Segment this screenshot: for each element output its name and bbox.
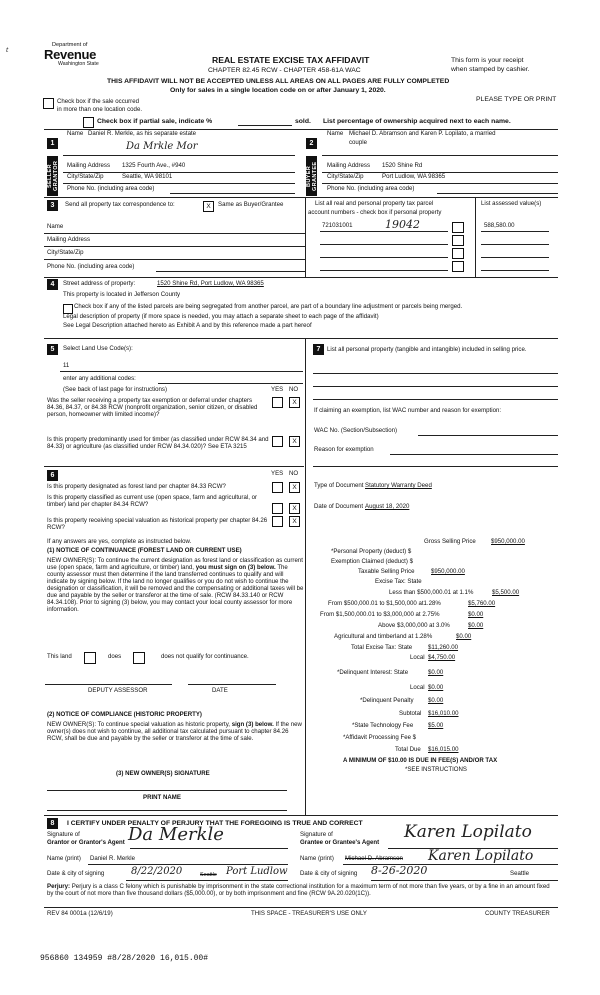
buyer-city[interactable]: Port Ludlow, WA 98365 — [382, 173, 446, 180]
grantee-name-handwritten[interactable]: Karen Lopilato — [428, 848, 534, 864]
doc-date-label: Date of Document — [314, 503, 364, 510]
land-use-label: Select Land Use Code(s): — [63, 345, 133, 352]
notice-1-body: NEW OWNER(S): To continue the current designation as forest land or classification as current use (open space, farm and agriculture, or timber) land, you must sign on (3) below. The county assessor must then determine if the land transferred continues to qualify and will indicate by signing below. If the land no longer qualifies or you do not wish to continue the designation or classification, it will be removed and the compensating or additional taxes will be due and payable by the seller or transferor at the time of sale. (RCW 84.33.140 or RCW 84.34.108). Prior to signing (3) below, you may contact your local county assessor for more information. — [47, 557, 304, 613]
s6-q2-no-checkbox[interactable]: X — [289, 503, 300, 514]
rule — [481, 244, 549, 245]
s6-q1-no-checkbox[interactable]: X — [289, 482, 300, 493]
local-value[interactable]: $4,750.00 — [428, 654, 456, 661]
same-as-buyer-checkbox[interactable]: X — [203, 201, 214, 212]
grantee-name-typed: Michael D. Abramson — [345, 855, 403, 862]
delinq-state-label: *Delinquent Interest: State — [337, 669, 409, 676]
single-location-text: Only for sales in a single location code on or after January 1, 2020. — [170, 87, 386, 94]
grantee-date[interactable]: 8-26-2020 — [371, 864, 428, 877]
buyer-side-label: BUYER GRANTEE — [306, 156, 317, 196]
rule — [322, 183, 558, 184]
s3-phone-line[interactable] — [156, 271, 305, 272]
assessor-date-label: DATE — [212, 687, 228, 694]
buyer-name-label: Name — [327, 130, 344, 137]
rule — [305, 197, 306, 277]
rule — [320, 270, 448, 271]
grantor-date-line — [126, 880, 288, 881]
wac-label: WAC No. (Section/Subsection) — [314, 427, 398, 434]
land-use-line[interactable] — [60, 371, 303, 372]
buyer-name-1[interactable]: Michael D. Abramson and Karen P. Lopilato, a married — [349, 130, 496, 137]
rule — [481, 270, 549, 271]
minimum-due-note: A MINIMUM OF $10.00 IS DUE IN FEE(S) AND/OR TAX — [343, 757, 498, 764]
notice-1-title: (1) NOTICE OF CONTINUANCE (FOREST LAND OR CURRENT USE) — [47, 547, 242, 554]
total-state-label: Total Excise Tax: State — [351, 644, 413, 651]
grantor-sig-label-1: Signature of — [47, 831, 80, 838]
legal-description[interactable]: See Legal Description attached hereto as Exhibit A and by this reference made a part hereof — [63, 322, 312, 329]
seller-city[interactable]: Seattle, WA 98101 — [122, 173, 173, 180]
grantee-date-city-label: Date & city of signing — [300, 870, 358, 877]
delinq-penalty-label: *Delinquent Penalty — [360, 697, 414, 704]
land-does-checkbox[interactable] — [84, 652, 96, 664]
s6-question-2: Is this property classified as current use (open space, farm and agricultural, or timber) land per chapter 84.34 RCW? — [47, 494, 257, 508]
seller-address[interactable]: 1325 Fourth Ave., #940 — [122, 162, 186, 169]
grantor-date-city-label: Date & city of signing — [47, 870, 105, 877]
delinq-local-value[interactable]: $0.00 — [428, 684, 444, 691]
land-use-code[interactable]: 11 — [63, 362, 70, 369]
grantor-sig-label-2: Grantor or Grantor's Agent — [47, 839, 125, 846]
exemption-claim-label: If claiming an exemption, list WAC number and reason for exemption: — [314, 407, 502, 414]
additional-codes-line[interactable] — [158, 383, 303, 384]
street-address-label: Street address of property: — [63, 280, 136, 287]
grantee-sig-label-2: Grantee or Grantee's Agent — [300, 839, 380, 846]
seller-city-label: City/State/Zip — [67, 173, 104, 180]
county-line: This property is located in Jefferson County — [63, 291, 181, 298]
section-5-number: 5 — [47, 344, 58, 355]
taxable-label: Taxable Selling Price — [358, 568, 415, 575]
grantee-city[interactable]: Seattle — [510, 870, 529, 877]
tier2-label: From $500,000.01 to $1,500,000 at1.28% — [328, 600, 441, 607]
tier3-label: From $1,500,000.01 to $3,000,000 at 2.75% — [320, 611, 440, 618]
delinq-penalty-value[interactable]: $0.00 — [428, 697, 444, 704]
s5-no-header: NO — [289, 386, 299, 393]
partial-sale-checkbox[interactable] — [83, 117, 94, 128]
buyer-address[interactable]: 1520 Shine Rd — [382, 162, 423, 169]
grantor-name-line — [88, 864, 288, 865]
if-yes-note: If any answers are yes, complete as instructed below. — [47, 538, 192, 545]
grantee-name-label: Name (print) — [300, 855, 334, 862]
ag-value[interactable]: $0.00 — [456, 633, 472, 640]
partial-sale-sold: sold. — [295, 118, 311, 125]
delinq-state-value[interactable]: $0.00 — [428, 669, 444, 676]
ownership-pct-note: List percentage of ownership acquired next to each name. — [323, 118, 511, 125]
rule — [481, 257, 549, 258]
buyer-phone-label: Phone No. (including area code) — [327, 185, 415, 192]
receipt-note-1: This form is your receipt — [451, 57, 524, 64]
grantor-date[interactable]: 8/22/2020 — [131, 866, 183, 877]
excise-state-label: Excise Tax: State — [375, 578, 422, 585]
rule — [44, 259, 305, 260]
total-due-value[interactable]: $16,015.00 — [428, 746, 459, 753]
rule — [320, 257, 448, 258]
s5-question-2: Is this property predominantly used for timber (as classified under RCW 84.34 and 84.33) or agriculture (as classified under RCW 84.34.020)? See ETA 3215 — [47, 436, 269, 450]
rule — [44, 815, 558, 816]
assessor-date-line[interactable] — [188, 684, 276, 685]
grantor-name[interactable]: Daniel R. Merkle — [90, 855, 136, 862]
taxable-value[interactable]: $950,000.00 — [431, 568, 465, 575]
personal-property-checkbox[interactable] — [452, 248, 464, 259]
new-owner-signature-label: (3) NEW OWNER(S) SIGNATURE — [116, 770, 210, 777]
see-back-note: (See back of last page for instructions) — [63, 386, 167, 393]
personal-property-label: List all personal property (tangible and intangible) included in selling price. — [327, 346, 527, 353]
rule — [481, 231, 549, 232]
legal-description-label: Legal description of property (if more space is needed, you may attach a separate sheet to each page of the affidavit) — [63, 313, 379, 320]
rule — [322, 155, 558, 156]
seller-address-label: Mailing Address — [67, 162, 111, 169]
s6-q1-yes-checkbox[interactable] — [272, 482, 283, 493]
grantor-signature[interactable]: Da Merkle — [128, 824, 224, 845]
s6-q3-no-checkbox[interactable]: X — [289, 516, 300, 527]
s5-q2-no-checkbox[interactable]: X — [289, 436, 300, 447]
s3-name-label: Name — [47, 223, 64, 230]
local-label: Local — [410, 654, 425, 661]
tier3-value[interactable]: $0.00 — [468, 611, 484, 618]
buyer-city-label: City/State/Zip — [327, 173, 364, 180]
tier4-value[interactable]: $0.00 — [468, 622, 484, 629]
s5-q2-yes-checkbox[interactable] — [272, 436, 283, 447]
s3-phone-label: Phone No. (including area code) — [47, 263, 135, 270]
parcel-header-2: account numbers - check box if personal property — [308, 209, 442, 216]
grantee-sig-label-1: Signature of — [300, 831, 333, 838]
seller-name[interactable]: Daniel R. Merkle, as his separate estate — [88, 130, 197, 137]
rule — [63, 155, 295, 156]
type-or-print: PLEASE TYPE OR PRINT — [476, 96, 557, 103]
personal-property-checkbox[interactable] — [452, 261, 464, 272]
rule — [44, 277, 558, 278]
send-correspondence-label: Send all property tax correspondence to: — [65, 201, 175, 208]
section-3-number: 3 — [47, 200, 58, 211]
rule — [320, 244, 448, 245]
margin-mark: t — [6, 47, 9, 54]
assessed-value[interactable]: 588,580.00 — [484, 222, 515, 229]
s6-yes-header: YES — [271, 470, 284, 477]
tier1-label: Less than $500,000.01 at 1.1% — [389, 589, 474, 596]
section-4-number: 4 — [47, 279, 58, 290]
section-8-number: 8 — [47, 818, 58, 829]
section-1-number: 1 — [47, 138, 58, 149]
seller-phone-label: Phone No. (including area code) — [67, 185, 155, 192]
partial-sale-line[interactable] — [238, 125, 292, 126]
buyer-phone-line[interactable] — [437, 193, 558, 194]
rule — [44, 907, 558, 908]
parcel-header-1: List all real and personal property tax parcel — [315, 200, 434, 207]
wac-line[interactable] — [418, 435, 558, 436]
personal-deduct-label: *Personal Property (deduct) $ — [331, 548, 412, 555]
exemption-reason-label: Reason for exemption — [314, 446, 374, 453]
partial-sale-label: Check box if partial sale, indicate % — [97, 118, 213, 125]
gross-value[interactable]: $950,000.00 — [491, 538, 525, 545]
logo-department: Department of — [52, 42, 88, 48]
rule — [313, 466, 558, 467]
perjury-statement: Perjury: Perjury is a class C felony which is punishable by imprisonment in the state correctional institution for a maximum term of not more than five years, or by a fine in an amount fixed by the court of not more than five thousand dollars ($5,000.00), or by both imprisonment and fine (RCW 9A.20.020(1C)). — [47, 883, 550, 897]
s5-question-1: Was the seller receiving a property tax exemption or deferral under chapters 84.36, 84.37, or 84.38 RCW (nonprofit organization, senior citizen, or disabled person, homeowner with limited income)? — [47, 397, 258, 418]
this-land-label: This land — [47, 653, 72, 660]
buyer-name-2[interactable]: couple — [349, 139, 367, 146]
form-number: REV 84 0001a (12/6/19) — [47, 910, 113, 917]
s6-question-3: Is this property receiving special valuation as historical property per chapter 84.26 RCW? — [47, 517, 268, 531]
segregated-label: Check box if any of the listed parcels are being segregated from another parcel, are part of a boundary line adjustment or parcels being merged. — [74, 303, 463, 310]
section-2-number: 2 — [306, 138, 317, 149]
rule — [313, 373, 558, 374]
print-name-line[interactable] — [47, 810, 287, 811]
certify-statement: I CERTIFY UNDER PENALTY OF PERJURY THAT THE FOREGOING IS TRUE AND CORRECT — [67, 820, 363, 827]
rule — [313, 386, 558, 387]
personal-property-checkbox[interactable] — [452, 235, 464, 246]
rule — [44, 338, 558, 339]
grantor-city-struck: Seattle — [200, 872, 217, 878]
delinq-local-label: Local — [410, 684, 425, 691]
does-label: does — [108, 653, 122, 660]
land-does-not-checkbox[interactable] — [133, 652, 145, 664]
grantee-date-line — [371, 880, 558, 881]
rule — [320, 231, 448, 232]
tier4-label: Above $3,000,000 at 3.0% — [378, 622, 450, 629]
tech-fee-label: *State Technology Fee — [352, 722, 414, 729]
see-instructions-note: *SEE INSTRUCTIONS — [405, 766, 467, 773]
does-not-label: does not qualify for continuance. — [161, 653, 249, 660]
parcel-number[interactable]: 721031001 — [322, 222, 353, 229]
doc-type-label: Type of Document — [314, 482, 364, 489]
s6-no-header: NO — [289, 470, 299, 477]
multi-location-label-1: Check box if the sale occurred — [57, 98, 139, 105]
doc-date[interactable]: August 18, 2020 — [365, 503, 410, 510]
rule — [44, 233, 305, 234]
s3-city-label: City/State/Zip — [47, 249, 84, 256]
grantor-city[interactable]: Port Ludlow — [226, 866, 288, 877]
tier1-value[interactable]: $5,500.00 — [492, 589, 520, 596]
section-6-number: 6 — [47, 470, 58, 481]
s6-q3-yes-checkbox[interactable] — [272, 516, 283, 527]
multi-location-label-2: in more than one location code. — [57, 106, 143, 113]
grantee-signature[interactable]: Karen Lopilato — [404, 822, 532, 842]
personal-property-checkbox[interactable] — [452, 222, 464, 233]
s5-yes-header: YES — [271, 386, 284, 393]
grantor-signature-line[interactable] — [130, 848, 288, 849]
exemption-reason-line[interactable] — [390, 454, 558, 455]
s3-address-label: Mailing Address — [47, 236, 91, 243]
grantor-name-label: Name (print) — [47, 855, 81, 862]
seller-name-label: Name — [67, 130, 84, 137]
street-address[interactable]: 1520 Shine Rd, Port Ludlow, WA 98365 — [157, 280, 264, 287]
new-owner-signature-line[interactable] — [47, 790, 287, 791]
form-subtitle: CHAPTER 82.45 RCW - CHAPTER 458-61A WAC — [208, 67, 361, 74]
rule — [305, 338, 306, 815]
seller-side-label: SELLER GRANTOR — [47, 156, 58, 196]
print-name-label: PRINT NAME — [143, 794, 181, 801]
s6-question-1: Is this property designated as forest land per chapter 84.33 RCW? — [47, 483, 226, 490]
county-treasurer-label: COUNTY TREASURER — [485, 910, 550, 917]
rule — [63, 183, 295, 184]
logo-state: Washington State — [58, 61, 99, 67]
s6-q2-yes-checkbox[interactable] — [272, 503, 283, 514]
ag-label: Agricultural and timberland at 1.28% — [334, 633, 433, 640]
subtotal-label: Subtotal — [399, 710, 422, 717]
subtotal-value[interactable]: $16,010.00 — [428, 710, 459, 717]
exemption-deduct-label: Exemption Claimed (deduct) $ — [331, 558, 413, 565]
rule — [313, 399, 558, 400]
multi-location-checkbox[interactable] — [43, 98, 54, 109]
affidavit-fee-label: *Affidavit Processing Fee $ — [343, 734, 417, 741]
gross-label: Gross Selling Price — [424, 538, 476, 545]
same-as-buyer-label: Same as Buyer/Grantee — [218, 201, 284, 208]
seller-phone-line[interactable] — [170, 193, 295, 194]
buyer-address-label: Mailing Address — [327, 162, 371, 169]
assessed-header: List assessed value(s) — [481, 200, 542, 207]
notice-2-title: (2) NOTICE OF COMPLIANCE (HISTORIC PROPERTY) — [47, 711, 202, 718]
doc-type[interactable]: Statutory Warranty Deed — [365, 482, 432, 489]
s5-q1-no-checkbox[interactable]: X — [289, 397, 300, 408]
notice-2-body: NEW OWNER(S): To continue special valuation as historic property, sign (3) below. If the new owner(s) does not wish to continue, all additional tax calculated pursuant to chapter 84.26 RCW, shall be due and payable by the seller or transferor at the time of sale. — [47, 721, 302, 742]
rule — [44, 246, 305, 247]
deputy-assessor-line[interactable] — [45, 684, 172, 685]
total-due-label: Total Due — [395, 746, 421, 753]
parcel-handwritten: 19042 — [385, 218, 420, 231]
section-7-number: 7 — [313, 344, 324, 355]
receipt-note-2: when stamped by cashier. — [451, 66, 530, 73]
rule — [475, 197, 476, 277]
tier2-value[interactable]: $5,760.00 — [468, 600, 496, 607]
logo-word: Revenue — [44, 47, 97, 62]
total-state-value[interactable]: $11,260.00 — [428, 644, 459, 651]
treasurer-use-note: THIS SPACE - TREASURER'S USE ONLY — [251, 910, 367, 917]
treasurer-stamp: 956860 134959 #8/28/2020 16,015.00# — [40, 954, 209, 963]
deputy-assessor-label: DEPUTY ASSESSOR — [88, 687, 148, 694]
warning-text: THIS AFFIDAVIT WILL NOT BE ACCEPTED UNLESS ALL AREAS ON ALL PAGES ARE FULLY COMPLETED — [107, 78, 450, 85]
s5-q1-yes-checkbox[interactable] — [272, 397, 283, 408]
rule — [44, 197, 558, 198]
tech-fee-value[interactable]: $5.00 — [428, 722, 444, 729]
form-title: REAL ESTATE EXCISE TAX AFFIDAVIT — [212, 55, 370, 65]
seller-name-handwritten: Da Mrkle Mor — [126, 141, 198, 152]
rule — [44, 466, 304, 467]
additional-codes-label: enter any additional codes: — [63, 375, 136, 382]
